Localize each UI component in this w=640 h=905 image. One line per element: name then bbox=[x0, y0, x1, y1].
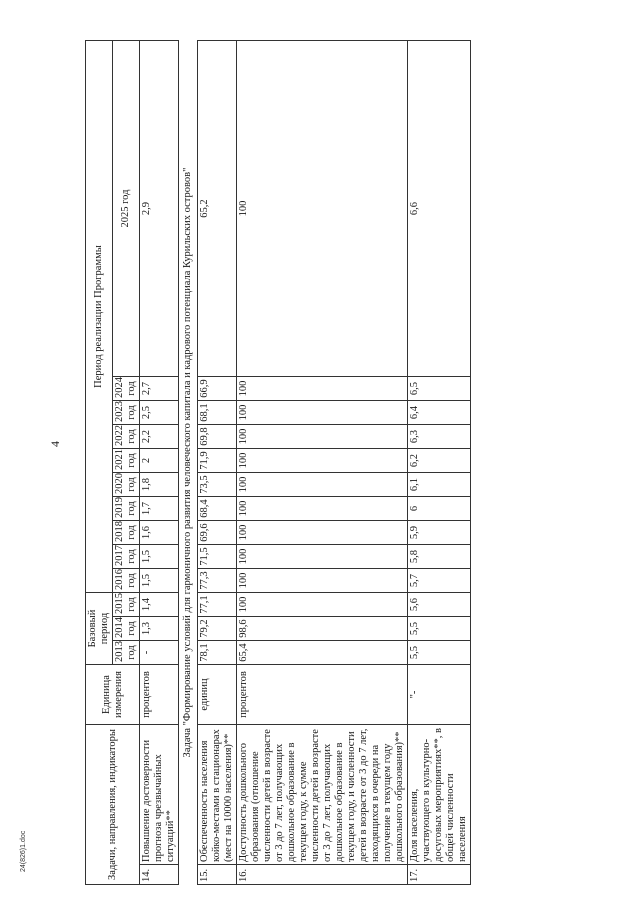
header-year: 2025 год bbox=[113, 41, 140, 377]
value-cell: 1,6 bbox=[140, 521, 179, 545]
value-cell: 98,6 bbox=[237, 617, 408, 641]
value-cell: 68,1 bbox=[198, 401, 237, 425]
value-cell: 6,5 bbox=[408, 377, 471, 401]
rotated-table-container bbox=[85, 40, 605, 885]
header-year: 2013 год bbox=[113, 641, 140, 665]
value-cell: 100 bbox=[237, 425, 408, 449]
value-cell: 1,7 bbox=[140, 497, 179, 521]
value-cell: 6,3 bbox=[408, 425, 471, 449]
value-cell: 2,2 bbox=[140, 425, 179, 449]
value-cell: 5,5 bbox=[408, 641, 471, 665]
value-cell: 5,9 bbox=[408, 521, 471, 545]
value-cell: 100 bbox=[237, 521, 408, 545]
row-number: 16. bbox=[237, 865, 408, 885]
task-heading: Задача "Формирование условий для гармоничного развития человеческого капитала и кадрового потенциала Курильских островов" bbox=[179, 41, 198, 885]
header-year: 2014 год bbox=[113, 617, 140, 641]
value-cell: 1,8 bbox=[140, 473, 179, 497]
value-cell: 100 bbox=[237, 497, 408, 521]
page-number: 4 bbox=[48, 441, 62, 447]
unit: процентов bbox=[237, 665, 408, 725]
value-cell: 73,5 bbox=[198, 473, 237, 497]
value-cell: 100 bbox=[237, 593, 408, 617]
header-year: 2016 год bbox=[113, 569, 140, 593]
header-unit: Единица измерения bbox=[86, 665, 140, 725]
value-cell: 100 bbox=[237, 545, 408, 569]
value-cell: 100 bbox=[237, 473, 408, 497]
unit: процентов bbox=[140, 665, 179, 725]
value-cell: 1,5 bbox=[140, 545, 179, 569]
table-row bbox=[237, 41, 408, 885]
header-task: Задачи, направления, индикаторы bbox=[86, 725, 140, 885]
unit: единиц bbox=[198, 665, 237, 725]
value-cell: 100 bbox=[237, 569, 408, 593]
value-cell: 2,9 bbox=[140, 41, 179, 377]
value-cell: 2 bbox=[140, 449, 179, 473]
value-cell: 65,2 bbox=[198, 41, 237, 377]
value-cell: 65,4 bbox=[237, 641, 408, 665]
value-cell: 5,8 bbox=[408, 545, 471, 569]
value-cell: 100 bbox=[237, 401, 408, 425]
row-number: 15. bbox=[198, 865, 237, 885]
value-cell: 71,9 bbox=[198, 449, 237, 473]
value-cell: 79,2 bbox=[198, 617, 237, 641]
value-cell: 5,5 bbox=[408, 617, 471, 641]
value-cell: 77,3 bbox=[198, 569, 237, 593]
value-cell: 100 bbox=[237, 377, 408, 401]
header-year: 2015 год bbox=[113, 593, 140, 617]
value-cell: 66,9 bbox=[198, 377, 237, 401]
indicators-table bbox=[85, 40, 471, 885]
header-year: 2020 год bbox=[113, 473, 140, 497]
value-cell: 6 bbox=[408, 497, 471, 521]
value-cell: - bbox=[140, 641, 179, 665]
value-cell: 77,1 bbox=[198, 593, 237, 617]
unit: "- bbox=[408, 665, 471, 725]
row-number: 14. bbox=[140, 865, 179, 885]
header-year: 2022 год bbox=[113, 425, 140, 449]
value-cell: 68,4 bbox=[198, 497, 237, 521]
value-cell: 1,5 bbox=[140, 569, 179, 593]
value-cell: 100 bbox=[237, 449, 408, 473]
value-cell: 6,4 bbox=[408, 401, 471, 425]
value-cell: 69,8 bbox=[198, 425, 237, 449]
header-program-period: Период реализации Программы bbox=[86, 41, 113, 593]
value-cell: 69,6 bbox=[198, 521, 237, 545]
value-cell: 1,3 bbox=[140, 617, 179, 641]
header-year: 2017 год bbox=[113, 545, 140, 569]
header-year: 2019 год bbox=[113, 497, 140, 521]
header-year: 2023 год bbox=[113, 401, 140, 425]
value-cell: 5,6 bbox=[408, 593, 471, 617]
header-year: 2021 год bbox=[113, 449, 140, 473]
footer-filename: 24(826)1.doc bbox=[20, 830, 27, 872]
table-row bbox=[408, 41, 471, 885]
value-cell: 2,7 bbox=[140, 377, 179, 401]
value-cell: 6,2 bbox=[408, 449, 471, 473]
header-year: 2018 год bbox=[113, 521, 140, 545]
indicator-name: Доля населения, участвующего в культурно-досуговых мероприятиях**, в общей численности населения bbox=[408, 725, 471, 865]
indicator-name: Повышение достоверности прогноза чрезвычайных ситуаций** bbox=[140, 725, 179, 865]
value-cell: 6,1 bbox=[408, 473, 471, 497]
header-year: 2024 год bbox=[113, 377, 140, 401]
row-number: 17. bbox=[408, 865, 471, 885]
indicator-name: Обеспеченность населения койко-местами в стационарах (мест на 10000 населения)** bbox=[198, 725, 237, 865]
value-cell: 78,1 bbox=[198, 641, 237, 665]
value-cell: 1,4 bbox=[140, 593, 179, 617]
value-cell: 5,7 bbox=[408, 569, 471, 593]
table-body bbox=[140, 41, 471, 885]
table-row bbox=[140, 41, 179, 885]
value-cell: 71,5 bbox=[198, 545, 237, 569]
table-row bbox=[198, 41, 237, 885]
value-cell: 2,5 bbox=[140, 401, 179, 425]
header-base-period: Базовый период bbox=[86, 593, 113, 665]
value-cell: 6,6 bbox=[408, 41, 471, 377]
indicator-name: Доступность дошкольного образования (отношение численности детей в возрасте от 3 до 7 лет, получающих дошкольное образование в текущем году, к сумме численности детей в возрасте от 3 до 7 лет, получающих дошкольное образование в текущем году, и численности детей в возрасте от 3 до 7 лет, находящихся в очереди на получение в текущем году дошкольного образования)** bbox=[237, 725, 408, 865]
value-cell: 100 bbox=[237, 41, 408, 377]
task-row bbox=[179, 41, 198, 885]
